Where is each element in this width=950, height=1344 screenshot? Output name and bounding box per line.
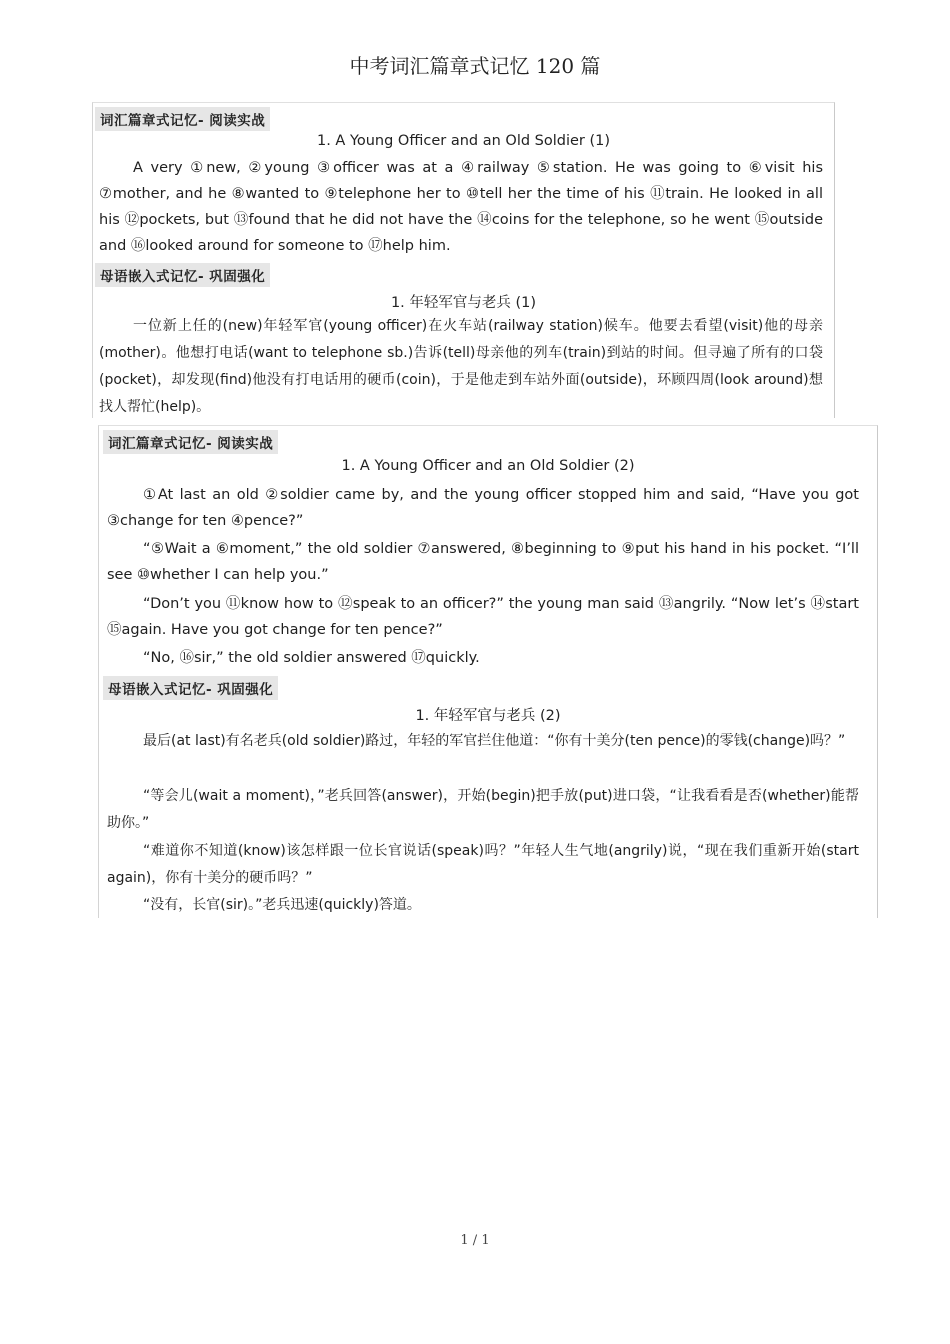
story-title-zh: 1. 年轻军官与老兵 (2) <box>415 708 561 724</box>
story-title-en: 1. A Young Officer and an Old Soldier (2) <box>341 458 635 474</box>
story-paragraph-zh: “难道你不知道(know)该怎样跟一位长官说话(speak)吗？”年轻人生气地(angrily)说，“现在我们重新开始(start again)，你有十美分的硬币吗？” <box>107 843 859 886</box>
story-part-1-block <box>92 102 835 418</box>
story-paragraph-en: “⑤Wait a ⑥moment,” the old soldier ⑦answered, ⑧beginning to ⑨put his hand in his pocket. “I’ll see ⑩whether I can help you.” <box>107 541 859 583</box>
story-paragraph-en: “Don’t you ⑪know how to ⑫speak to an officer?” the young man said ⑬angrily. “Now let’s ⑭start ⑮again. Have you got change for ten pence?” <box>107 596 859 638</box>
story-part-2-block <box>98 425 878 918</box>
native-language-label: 母语嵌入式记忆- 巩固强化 <box>95 263 270 287</box>
reading-practice-label: 词汇篇章式记忆- 阅读实战 <box>103 430 278 454</box>
story-paragraph-en: ①At last an old ②soldier came by, and the young officer stopped him and said, “Have you got ③change for ten ④pence?” <box>107 487 859 529</box>
page-number: 1 / 1 <box>460 1233 490 1248</box>
story-paragraph-zh: “没有，长官(sir)。”老兵迅速(quickly)答道。 <box>143 897 421 913</box>
story-title-zh: 1. 年轻军官与老兵 (1) <box>390 295 537 311</box>
story-paragraph-en: A very ①new, ②young ③officer was at a ④railway ⑤station. He was going to ⑥visit his ⑦mother, and he ⑧wanted to ⑨telephone her to ⑩tell her the time of his ⑪train. He looked in all his ⑫pockets, but ⑬found that he did not have the ⑭coins for the telephone, so he went ⑮outside and ⑯looked around for someone to ⑰help him. <box>99 160 823 254</box>
reading-practice-label: 词汇篇章式记忆- 阅读实战 <box>95 107 270 131</box>
native-language-label: 母语嵌入式记忆- 巩固强化 <box>103 676 278 700</box>
story-paragraph-zh: “等会儿(wait a moment)，”老兵回答(answer)，开始(begin)把手放(put)进口袋，“让我看看是否(whether)能帮助你。” <box>107 788 859 831</box>
story-paragraph-zh: 最后(at last)有名老兵(old soldier)路过，年轻的军官拦住他道：“你有十美分(ten pence)的零钱(change)吗？” <box>143 733 846 749</box>
story-title-en: 1. A Young Officer and an Old Soldier (1) <box>316 133 611 149</box>
story-paragraph-zh: 一位新上任的(new)年轻军官(young officer)在火车站(railway station)候车。他要去看望(visit)他的母亲(mother)。他想打电话(want to telephone sb.)告诉(tell)母亲他的列车(train)到站的时间。但寻遍了所有的口袋(pocket)，却发现(find)他没有打电话用的硬币(coin)，于是他走到车站外面(outside)，环顾四周(look around)想找人帮忙(help)。 <box>99 318 823 415</box>
document-title: 中考词汇篇章式记忆 120 篇 <box>349 54 601 78</box>
story-paragraph-en: “No, ⑯sir,” the old soldier answered ⑰quickly. <box>143 650 480 666</box>
